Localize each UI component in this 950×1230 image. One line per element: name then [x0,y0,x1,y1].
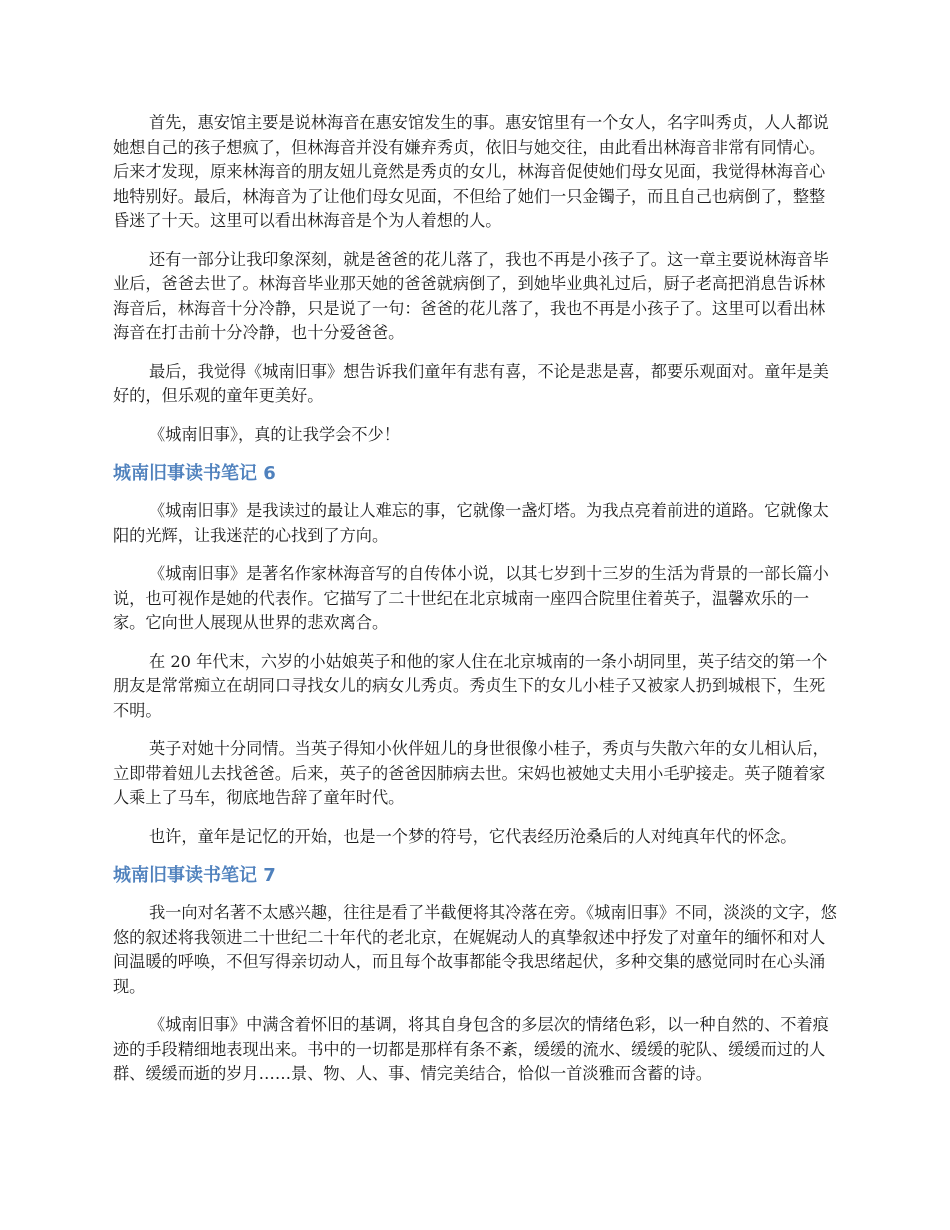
body-paragraph: 也许，童年是记忆的开始，也是一个梦的符号，它代表经历沧桑后的人对纯真年代的怀念。 [149,826,797,846]
body-paragraph: 《城南旧事》是我读过的最让人难忘的事，它就像一盏灯塔。为我点亮着前进的道路。它就像太阳的光辉，让我迷茫的心找到了方向。 [113,501,829,545]
body-paragraph: 首先，惠安馆主要是说林海音在惠安馆发生的事。惠安馆里有一个女人，名字叫秀贞，人人都说她想自己的孩子想疯了，但林海音并没有嫌弃秀贞，依旧与她交往，由此看出林海音非常有同情心。后来才发现，原来林海音的朋友妞儿竟然是秀贞的女儿，林海音促使她们母女见面，我觉得林海音心地特别好。最后，林海音为了让他们母女见面，不但给了她们一只金镯子，而且自己也病倒了，整整昏迷了十天。这里可以看出林海音是个为人着想的人。 [113,113,829,230]
document-page [113,111,840,1101]
body-paragraph: 在 20 年代末，六岁的小姑娘英子和他的家人住在北京城南的一条小胡同里，英子结交的第一个朋友是常常痴立在胡同口寻找女儿的病女儿秀贞。秀贞生下的女儿小桂子又被家人扔到城根下，生死不明。 [113,651,828,720]
section-heading: 城南旧事读书笔记 6 [113,463,276,484]
body-paragraph: 还有一部分让我印象深刻，就是爸爸的花儿落了，我也不再是小孩子了。这一章主要说林海音毕业后，爸爸去世了。林海音毕业那天她的爸爸就病倒了，到她毕业典礼过后，厨子老高把消息告诉林海音后，林海音十分冷静，只是说了一句：爸爸的花儿落了，我也不再是小孩子了。这里可以看出林海音在打击前十分冷静，也十分爱爸爸。 [113,249,829,342]
body-paragraph: 《城南旧事》是著名作家林海音写的自传体小说，以其七岁到十三岁的生活为背景的一部长篇小说，也可视作是她的代表作。它描写了二十世纪在北京城南一座四合院里住着英子，温馨欢乐的一家。它向世人展现从世界的悲欢离合。 [113,564,829,632]
body-paragraph: 最后，我觉得《城南旧事》想告诉我们童年有悲有喜，不论是悲是喜，都要乐观面对。童年是美好的，但乐观的童年更美好。 [113,361,829,405]
section-heading: 城南旧事读书笔记 7 [113,865,276,886]
body-paragraph: 英子对她十分同情。当英子得知小伙伴妞儿的身世很像小桂子，秀贞与失散六年的女儿相认后，立即带着妞儿去找爸爸。后来，英子的爸爸因肺病去世。宋妈也被她丈夫用小毛驴接走。英子随着家人乘上了马车，彻底地告辞了童年时代。 [113,739,829,807]
body-paragraph: 《城南旧事》，真的让我学会不少！ [149,424,400,444]
body-paragraph: 我一向对名著不太感兴趣，往往是看了半截便将其冷落在旁。《城南旧事》不同，淡淡的文字，悠悠的叙述将我领进二十世纪二十年代的老北京，在娓娓动人的真挚叙述中抒发了对童年的缅怀和对人间温暖的呼唤，不但写得亲切动人，而且每个故事都能令我思绪起伏，多种交集的感觉同时在心头涌现。 [113,903,837,996]
body-paragraph: 《城南旧事》中满含着怀旧的基调，将其自身包含的多层次的情绪色彩，以一种自然的、不着痕迹的手段精细地表现出来。书中的一切都是那样有条不紊，缓缓的流水、缓缓的驼队、缓缓而过的人群、缓缓而逝的岁月……景、物、人、事、情完美结合，恰似一首淡雅而含蓄的诗。 [113,1015,829,1083]
